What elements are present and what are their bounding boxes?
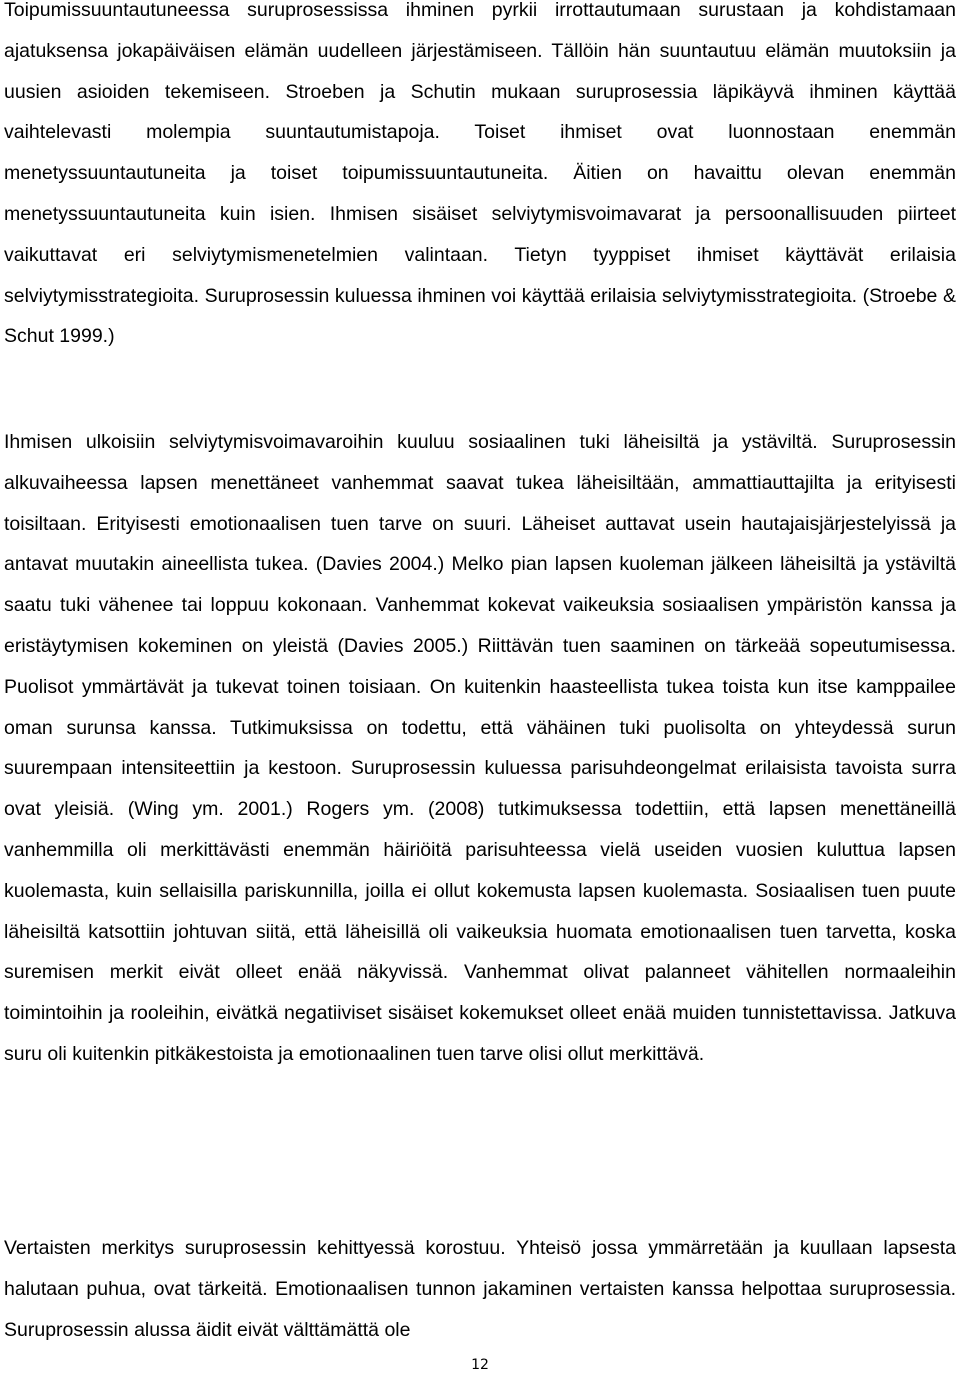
page-number: 12 [471, 1357, 489, 1373]
paragraph-coping-orientation: Toipumissuuntautuneessa suruprosessissa ihminen pyrkii irrottautumaan surustaan ja kohdistamaan ajatuksensa jokapäiväisen elämän uudelleen järjestämiseen. Tällöin hän suuntautuu elämän muutoksiin ja uusien asioiden tekemiseen. Stroeben ja Schutin mukaan suruprosessia läpikäyvä ihminen käyttää vaihtelevasti molempia suuntautumistapoja. Toiset ihmiset ovat luonnostaan enemmän menetyssuuntautuneita ja toiset toipumissuuntautuneita. Äitien on havaittu olevan enemmän menetyssuuntautuneita kuin isien. Ihmisen sisäiset selviytymisvoimavarat ja persoonallisuuden piirteet vaikuttavat eri selviytymismenetelmien valintaan. Tietyn tyyppiset ihmiset käyttävät erilaisia selviytymisstrategioita. Suruprosessin kuluessa ihminen voi käyttää erilaisia selviytymisstrategioita. (Stroebe & Schut 1999.) [4, 0, 956, 348]
paragraph-peer-support: Vertaisten merkitys suruprosessin kehittyessä korostuu. Yhteisö jossa ymmärretään ja kuullaan lapsesta halutaan puhua, ovat tärkeitä. Emotionaalisen tunnon jakaminen vertaisten kanssa helpottaa suruprosessia. Suruprosessin alussa äidit eivät välttämättä ole [4, 1237, 956, 1341]
document-page [4, 0, 956, 1375]
paragraph-social-support: Ihmisen ulkoisiin selviytymisvoimavaroihin kuuluu sosiaalinen tuki läheisiltä ja ystäviltä. Suruprosessin alkuvaiheessa lapsen menettäneet vanhemmat saavat tukea läheisiltään, ammattiauttajilta ja erityisesti toisiltaan. Erityisesti emotionaalisen tuen tarve on suuri. Läheiset auttavat usein hautajaisjärjestelyissä ja antavat muutakin aineellista tukea. (Davies 2004.) Melko pian lapsen kuoleman jälkeen läheisiltä ja ystäviltä saatu tuki vähenee tai loppuu kokonaan. Vanhemmat kokevat vaikeuksia sosiaalisen ympäristön kanssa ja eristäytymisen kokeminen on yleistä (Davies 2005.) Riittävän tuen saaminen on tärkeää sopeutumisessa. Puolisot ymmärtävät ja tukevat toinen toisiaan. On kuitenkin haasteellista tukea toista kun itse kamppailee oman surunsa kanssa. Tutkimuksissa on todettu, että vähäinen tuki puolisolta on yhteydessä surun suurempaan intensiteettiin ja kestoon. Suruprosessin kuluessa parisuhdeongelmat erilaisista tavoista surra ovat yleisiä. (Wing ym. 2001.) Rogers ym. (2008) tutkimuksessa todettiin, että lapsen menettäneillä vanhemmilla oli merkittävästi enemmän häiriöitä parisuhteessa vielä useiden vuosien kuluttua lapsen kuolemasta, kuin sellaisilla pariskunnilla, joilla ei ollut kokemusta lapsen kuolemasta. Sosiaalisen tuen puute läheisiltä katsottiin johtuvan siitä, että läheisillä oli vaikeuksia huomata emotionaalisen tuen tarvetta, koska suremisen merkit eivät olleet enää näkyvissä. Vanhemmat olivat palanneet vähitellen normaaleihin toimintoihin ja rooleihin, eivätkä negatiiviset sisäiset kokemukset olleet enää muiden tunnistettavissa. Jatkuva suru oli kuitenkin pitkäkestoista ja emotionaalinen tuen tarve olisi ollut merkittävä. [4, 431, 956, 1065]
